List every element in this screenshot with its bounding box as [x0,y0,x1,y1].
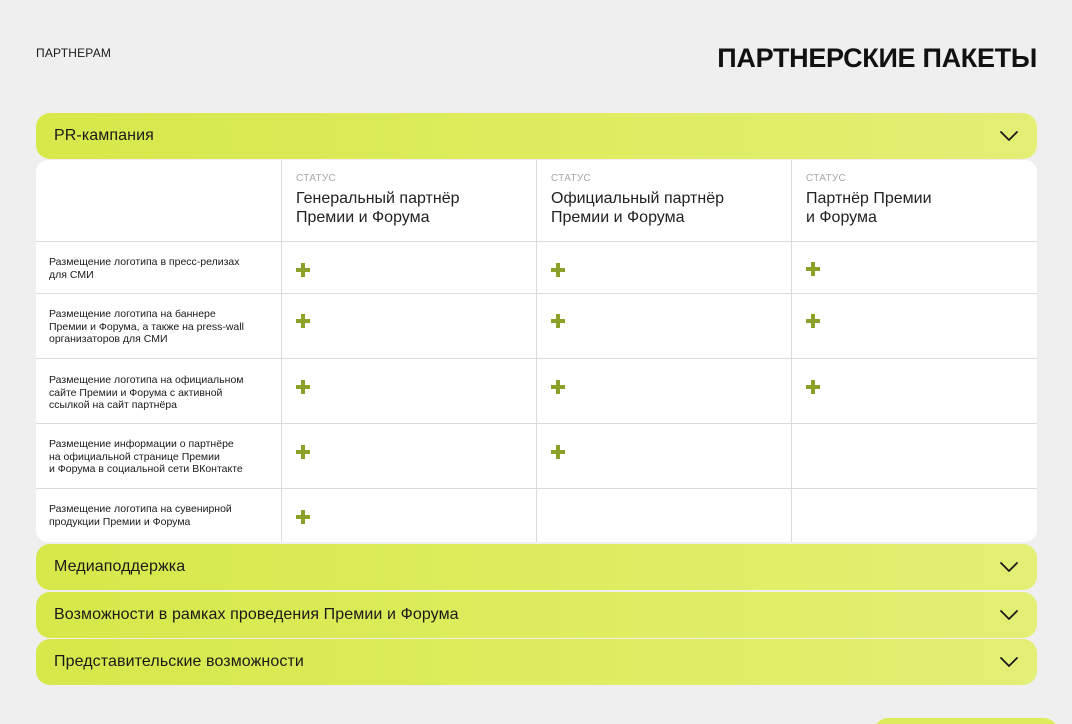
accordion-representative-opportunities[interactable] [36,639,1037,685]
feature-label: Размещение логотипа на баннере Премии и Форума, а также на press-wall организаторов для СМИ [49,308,244,345]
plus-icon [296,445,310,459]
plus-icon [296,510,310,524]
plus-icon [551,445,565,459]
accordion-label: Медиаподдержка [54,558,186,575]
feature-label: Размещение информации о партнёре на официальной странице Премии и Форума в социальной сети ВКонтакте [49,438,243,475]
plus-icon [806,314,820,328]
accordion-media-support[interactable] [36,544,1037,590]
packages-table [36,160,1037,542]
plus-icon [806,380,820,394]
overline-label: ПАРТНЕРАМ [36,46,112,60]
header-empty-cell [36,160,282,241]
plus-icon [296,314,310,328]
accordion-event-opportunities[interactable] [36,592,1037,638]
plus-icon [551,314,565,328]
table-row [36,489,1037,542]
column-header-partner [792,160,1037,241]
status-name: Официальный партнёр Премии и Форума [551,190,725,226]
feature-label: Размещение логотипа в пресс-релизах для СМИ [49,256,240,281]
accordion-label: PR-кампания [54,127,154,144]
column-header-general [282,160,537,241]
column-header-official [537,160,792,241]
chevron-down-icon [999,652,1019,672]
table-row [36,242,1037,294]
plus-icon [806,262,820,276]
feature-label: Размещение логотипа на официальном сайте Премии и Форума с активной ссылкой на сайт партнёра [49,374,244,411]
status-label: СТАТУС [806,173,847,184]
plus-icon [551,263,565,277]
table-header-row [36,160,1037,242]
status-name: Генеральный партнёр Премии и Форума [296,190,460,226]
status-name: Партнёр Премии и Форума [806,190,932,226]
table-row [36,359,1037,424]
chevron-down-icon [999,605,1019,625]
plus-icon [551,380,565,394]
status-label: СТАТУС [551,173,592,184]
table-row [36,294,1037,359]
table-row [36,424,1037,489]
plus-icon [296,380,310,394]
accordion-label: Представительские возможности [54,653,304,670]
plus-icon [296,263,310,277]
bottom-action-button[interactable] [874,718,1058,724]
accordion-label: Возможности в рамках проведения Премии и Форума [54,606,459,623]
feature-label: Размещение логотипа на сувенирной продукции Премии и Форума [49,503,232,528]
accordion-pr-campaign[interactable] [36,113,1037,159]
chevron-down-icon [999,557,1019,577]
status-label: СТАТУС [296,173,337,184]
chevron-down-icon [999,126,1019,146]
page-title: ПАРТНЕРСКИЕ ПАКЕТЫ [717,43,1037,73]
